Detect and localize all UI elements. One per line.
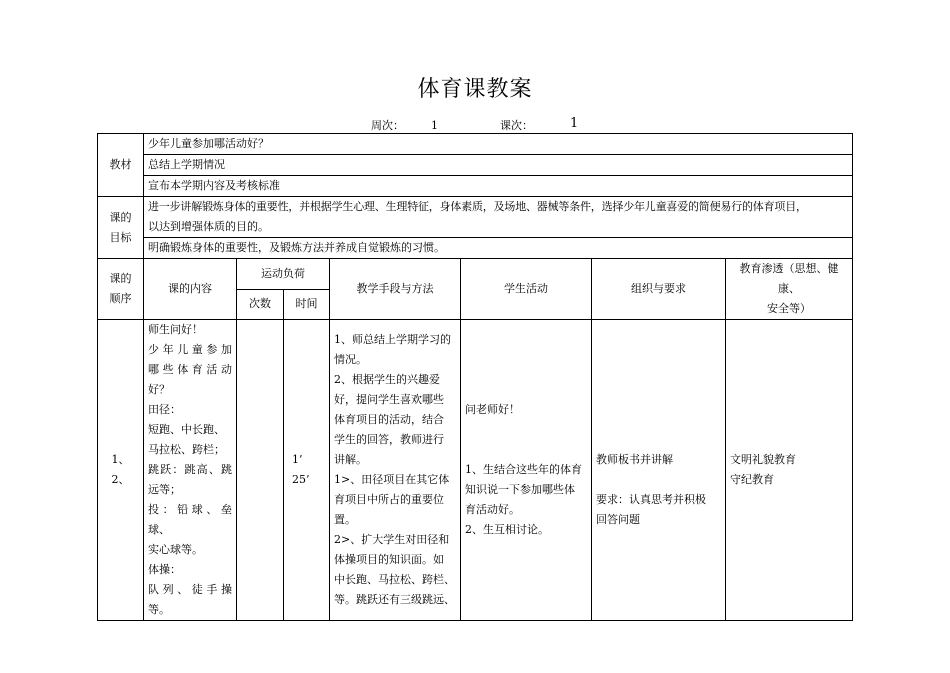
goals-label <box>98 197 144 259</box>
body-row <box>98 320 853 621</box>
goal-text: 以达到增强体质的目的。 <box>148 220 269 233</box>
content-line: 少年儿童参加 <box>148 343 232 356</box>
goal-row <box>98 197 853 238</box>
method-line: 体操项目的知识面。如 <box>334 553 444 566</box>
material-label: 教材 <box>98 134 144 197</box>
material-row <box>98 176 853 197</box>
order-item: 1、 <box>111 453 130 466</box>
student-line: 1、生结合这些年的体育 <box>465 463 582 476</box>
org-line <box>596 410 721 430</box>
material-item: 少年儿童参加哪活动好？ <box>144 134 853 155</box>
content-line: 实心球等。 <box>148 543 203 556</box>
student-line: 2、生互相讨论。 <box>465 523 549 536</box>
method-line: 学生的回答，教师进行 <box>334 433 444 446</box>
method-line: 讲解。 <box>334 453 367 466</box>
material-item: 宣布本学期内容及考核标准 <box>144 176 853 197</box>
method-line: 置。 <box>334 513 356 526</box>
edu-cell <box>726 320 853 621</box>
org-line: 教师板书并讲解 <box>596 453 673 466</box>
header-order-line: 课的 <box>109 272 132 285</box>
lesson-label: 课次： <box>500 119 533 132</box>
order-cell <box>98 320 144 621</box>
header-content: 课的内容 <box>144 259 237 320</box>
lesson-plan-table <box>97 133 853 621</box>
method-line: 等。跳跃还有三级跳远、 <box>334 593 455 606</box>
org-line: 要求：认真思考并积极 <box>596 493 706 506</box>
content-cell <box>144 320 237 621</box>
material-item: 总结上学期情况 <box>144 155 853 176</box>
edu-line: 文明礼貌教育 <box>730 453 796 466</box>
content-line: 马拉松、跨栏； <box>148 443 225 456</box>
student-line <box>465 440 587 460</box>
method-line: 1、师总结上学期学习的 <box>334 333 451 346</box>
header-edu-line: 安全等） <box>767 302 812 315</box>
org-line <box>596 430 721 450</box>
header-edu <box>726 259 853 320</box>
goal-text: 进一步讲解锻炼身体的重要性，并根据学生心理、生理特征，身体素质，及场地、器械等条件，选择少年儿童喜爱的简便易行的体育项目， <box>148 200 807 213</box>
student-cell <box>461 320 592 621</box>
material-row <box>98 155 853 176</box>
week-label: 周次： <box>371 119 404 132</box>
header-row <box>98 259 853 290</box>
content-line: 远等； <box>148 483 181 496</box>
method-cell <box>330 320 461 621</box>
content-line: 体操： <box>148 563 181 576</box>
method-line: 体育项目的活动，结合 <box>334 413 444 426</box>
student-line <box>465 420 587 440</box>
header-time: 时间 <box>284 289 330 320</box>
student-line: 知识说一下参加哪些体 <box>465 483 575 496</box>
method-line: 情况。 <box>334 353 367 366</box>
header-load: 运动负荷 <box>237 259 330 290</box>
header-order-line: 顺序 <box>109 292 132 305</box>
page-title: 体育课教案 <box>417 77 533 102</box>
time-cell <box>284 320 330 621</box>
content-line: 短跑、中长跑、 <box>148 423 225 436</box>
header-order <box>98 259 144 320</box>
header-edu-line: 教育渗透（思想、健康、 <box>739 262 839 295</box>
lesson-value: 1 <box>570 116 579 131</box>
goals-label-line: 目标 <box>109 230 132 244</box>
org-line <box>596 470 721 490</box>
method-line: 好，提问学生喜欢哪些 <box>334 393 444 406</box>
edu-line: 守纪教育 <box>730 473 774 486</box>
method-line: 中长跑、马拉松、跨栏、 <box>334 573 455 586</box>
method-line: 育项目中所占的重要位 <box>334 493 444 506</box>
time-value: 25’ <box>292 473 310 486</box>
material-row <box>98 134 853 155</box>
content-line: 队列、徒手操 <box>148 583 232 596</box>
student-line: 问老师好！ <box>465 403 520 416</box>
method-line: 1>、田径项目在其它体 <box>334 473 450 486</box>
time-value: 1’ <box>292 453 303 466</box>
goal-row <box>98 238 853 259</box>
content-line: 师生问好！ <box>148 323 203 336</box>
header-org: 组织与要求 <box>592 259 726 320</box>
goals-label-line: 课的 <box>109 210 132 224</box>
header-method: 教学手段与方法 <box>330 259 461 320</box>
count-cell <box>237 320 284 621</box>
week-value: 1 <box>431 119 438 132</box>
goal-cell <box>144 197 853 238</box>
content-line: 等。 <box>148 603 170 616</box>
goal-text: 明确锻炼身体的重要性，及锻炼方法并养成自觉锻炼的习惯。 <box>144 238 853 259</box>
content-line: 投：铅球、垒球、 <box>148 503 232 536</box>
order-item: 2、 <box>111 473 130 486</box>
method-line: 2、根据学生的兴趣爱 <box>334 373 440 386</box>
content-line: 好？ <box>148 383 170 396</box>
content-line: 田径： <box>148 403 181 416</box>
header-student: 学生活动 <box>461 259 592 320</box>
org-cell <box>592 320 726 621</box>
student-line: 育活动好。 <box>465 503 520 516</box>
content-line: 哪些体育活动 <box>148 363 232 376</box>
org-line: 回答问题 <box>596 513 640 526</box>
content-line: 跳跃：跳高、跳 <box>148 463 232 476</box>
method-line: 2>、扩大学生对田径和 <box>334 533 450 546</box>
header-count: 次数 <box>237 289 284 320</box>
